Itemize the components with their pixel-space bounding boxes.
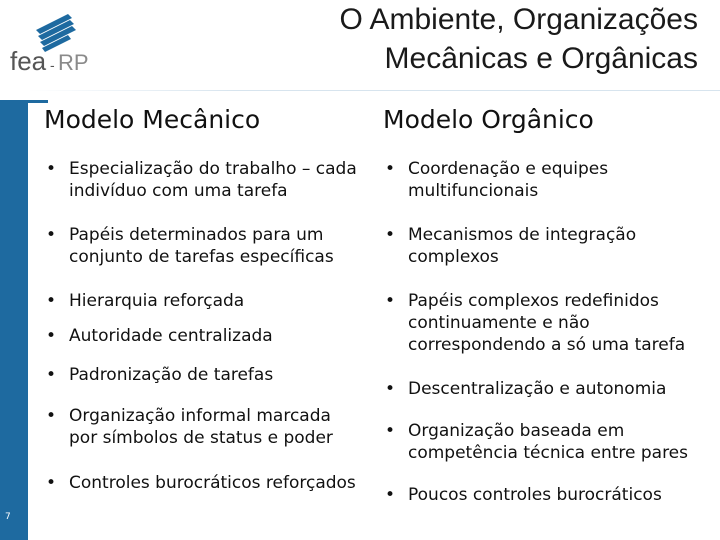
- list-item-text: Autoridade centralizada: [69, 326, 273, 346]
- list-item-text: Padronização de tarefas: [69, 365, 274, 385]
- list-item-text: Papéis complexos redefinidos continuamente e não correspondendo a só uma tarefa: [408, 291, 686, 355]
- mechanical-model-column: [44, 105, 364, 516]
- list-item: [44, 325, 364, 347]
- bullet-icon: •: [46, 473, 57, 493]
- list-item: [44, 472, 364, 494]
- organic-model-heading: Modelo Orgânico: [383, 105, 594, 134]
- header-divider: [28, 90, 720, 91]
- bullet-icon: •: [385, 291, 396, 311]
- title-line-2: Mecânicas e Orgânicas: [384, 42, 698, 75]
- list-item: [44, 158, 364, 202]
- bullet-icon: •: [46, 406, 57, 426]
- list-item-text: Controles burocráticos reforçados: [69, 473, 356, 493]
- list-item: [383, 158, 713, 202]
- page-title: [178, 0, 698, 78]
- bullet-icon: •: [46, 365, 57, 385]
- bullet-icon: •: [46, 326, 57, 346]
- list-item-text: Organização informal marcada por símbolos de status e poder: [69, 406, 333, 448]
- list-item: [383, 484, 713, 506]
- bullet-icon: •: [46, 291, 57, 311]
- list-item: [383, 378, 713, 400]
- organic-model-column: [383, 105, 713, 528]
- list-item-text: Coordenação e equipes multifuncionais: [408, 159, 609, 201]
- bullet-icon: •: [46, 159, 57, 179]
- list-item-text: Hierarquia reforçada: [69, 291, 245, 311]
- bullet-icon: •: [385, 485, 396, 505]
- list-item-text: Poucos controles burocráticos: [408, 485, 662, 505]
- list-item: [383, 420, 713, 464]
- list-item-text: Mecanismos de integração complexos: [408, 225, 637, 267]
- list-item: [383, 290, 713, 356]
- bullet-icon: •: [385, 225, 396, 245]
- list-item: [383, 224, 713, 268]
- slide-number: 7: [5, 512, 11, 522]
- list-item-text: Papéis determinados para um conjunto de tarefas específicas: [69, 225, 334, 267]
- list-item: [44, 364, 364, 386]
- logo-text: fea: [10, 46, 47, 76]
- list-item-text: Organização baseada em competência técnica entre pares: [408, 421, 689, 463]
- list-item-text: Descentralização e autonomia: [408, 379, 667, 399]
- fea-rp-logo-graphic: [8, 8, 108, 78]
- side-accent-bar: [0, 100, 28, 540]
- bullet-icon: •: [385, 379, 396, 399]
- bullet-icon: •: [385, 159, 396, 179]
- list-item-text: Especialização do trabalho – cada indivíduo com uma tarefa: [69, 159, 357, 201]
- mechanical-model-heading: Modelo Mecânico: [44, 105, 261, 134]
- fea-rp-logo: [8, 8, 108, 78]
- list-item: [44, 290, 364, 312]
- bullet-icon: •: [385, 421, 396, 441]
- mechanical-model-list: [44, 158, 364, 494]
- bullet-icon: •: [46, 225, 57, 245]
- list-item: [44, 405, 364, 449]
- logo-suffix: RP: [58, 50, 89, 75]
- organic-model-list: [383, 158, 713, 506]
- side-accent-tick: [28, 100, 48, 103]
- svg-text:-: -: [50, 57, 55, 73]
- title-line-1: O Ambiente, Organizações: [339, 3, 698, 36]
- list-item: [44, 224, 364, 268]
